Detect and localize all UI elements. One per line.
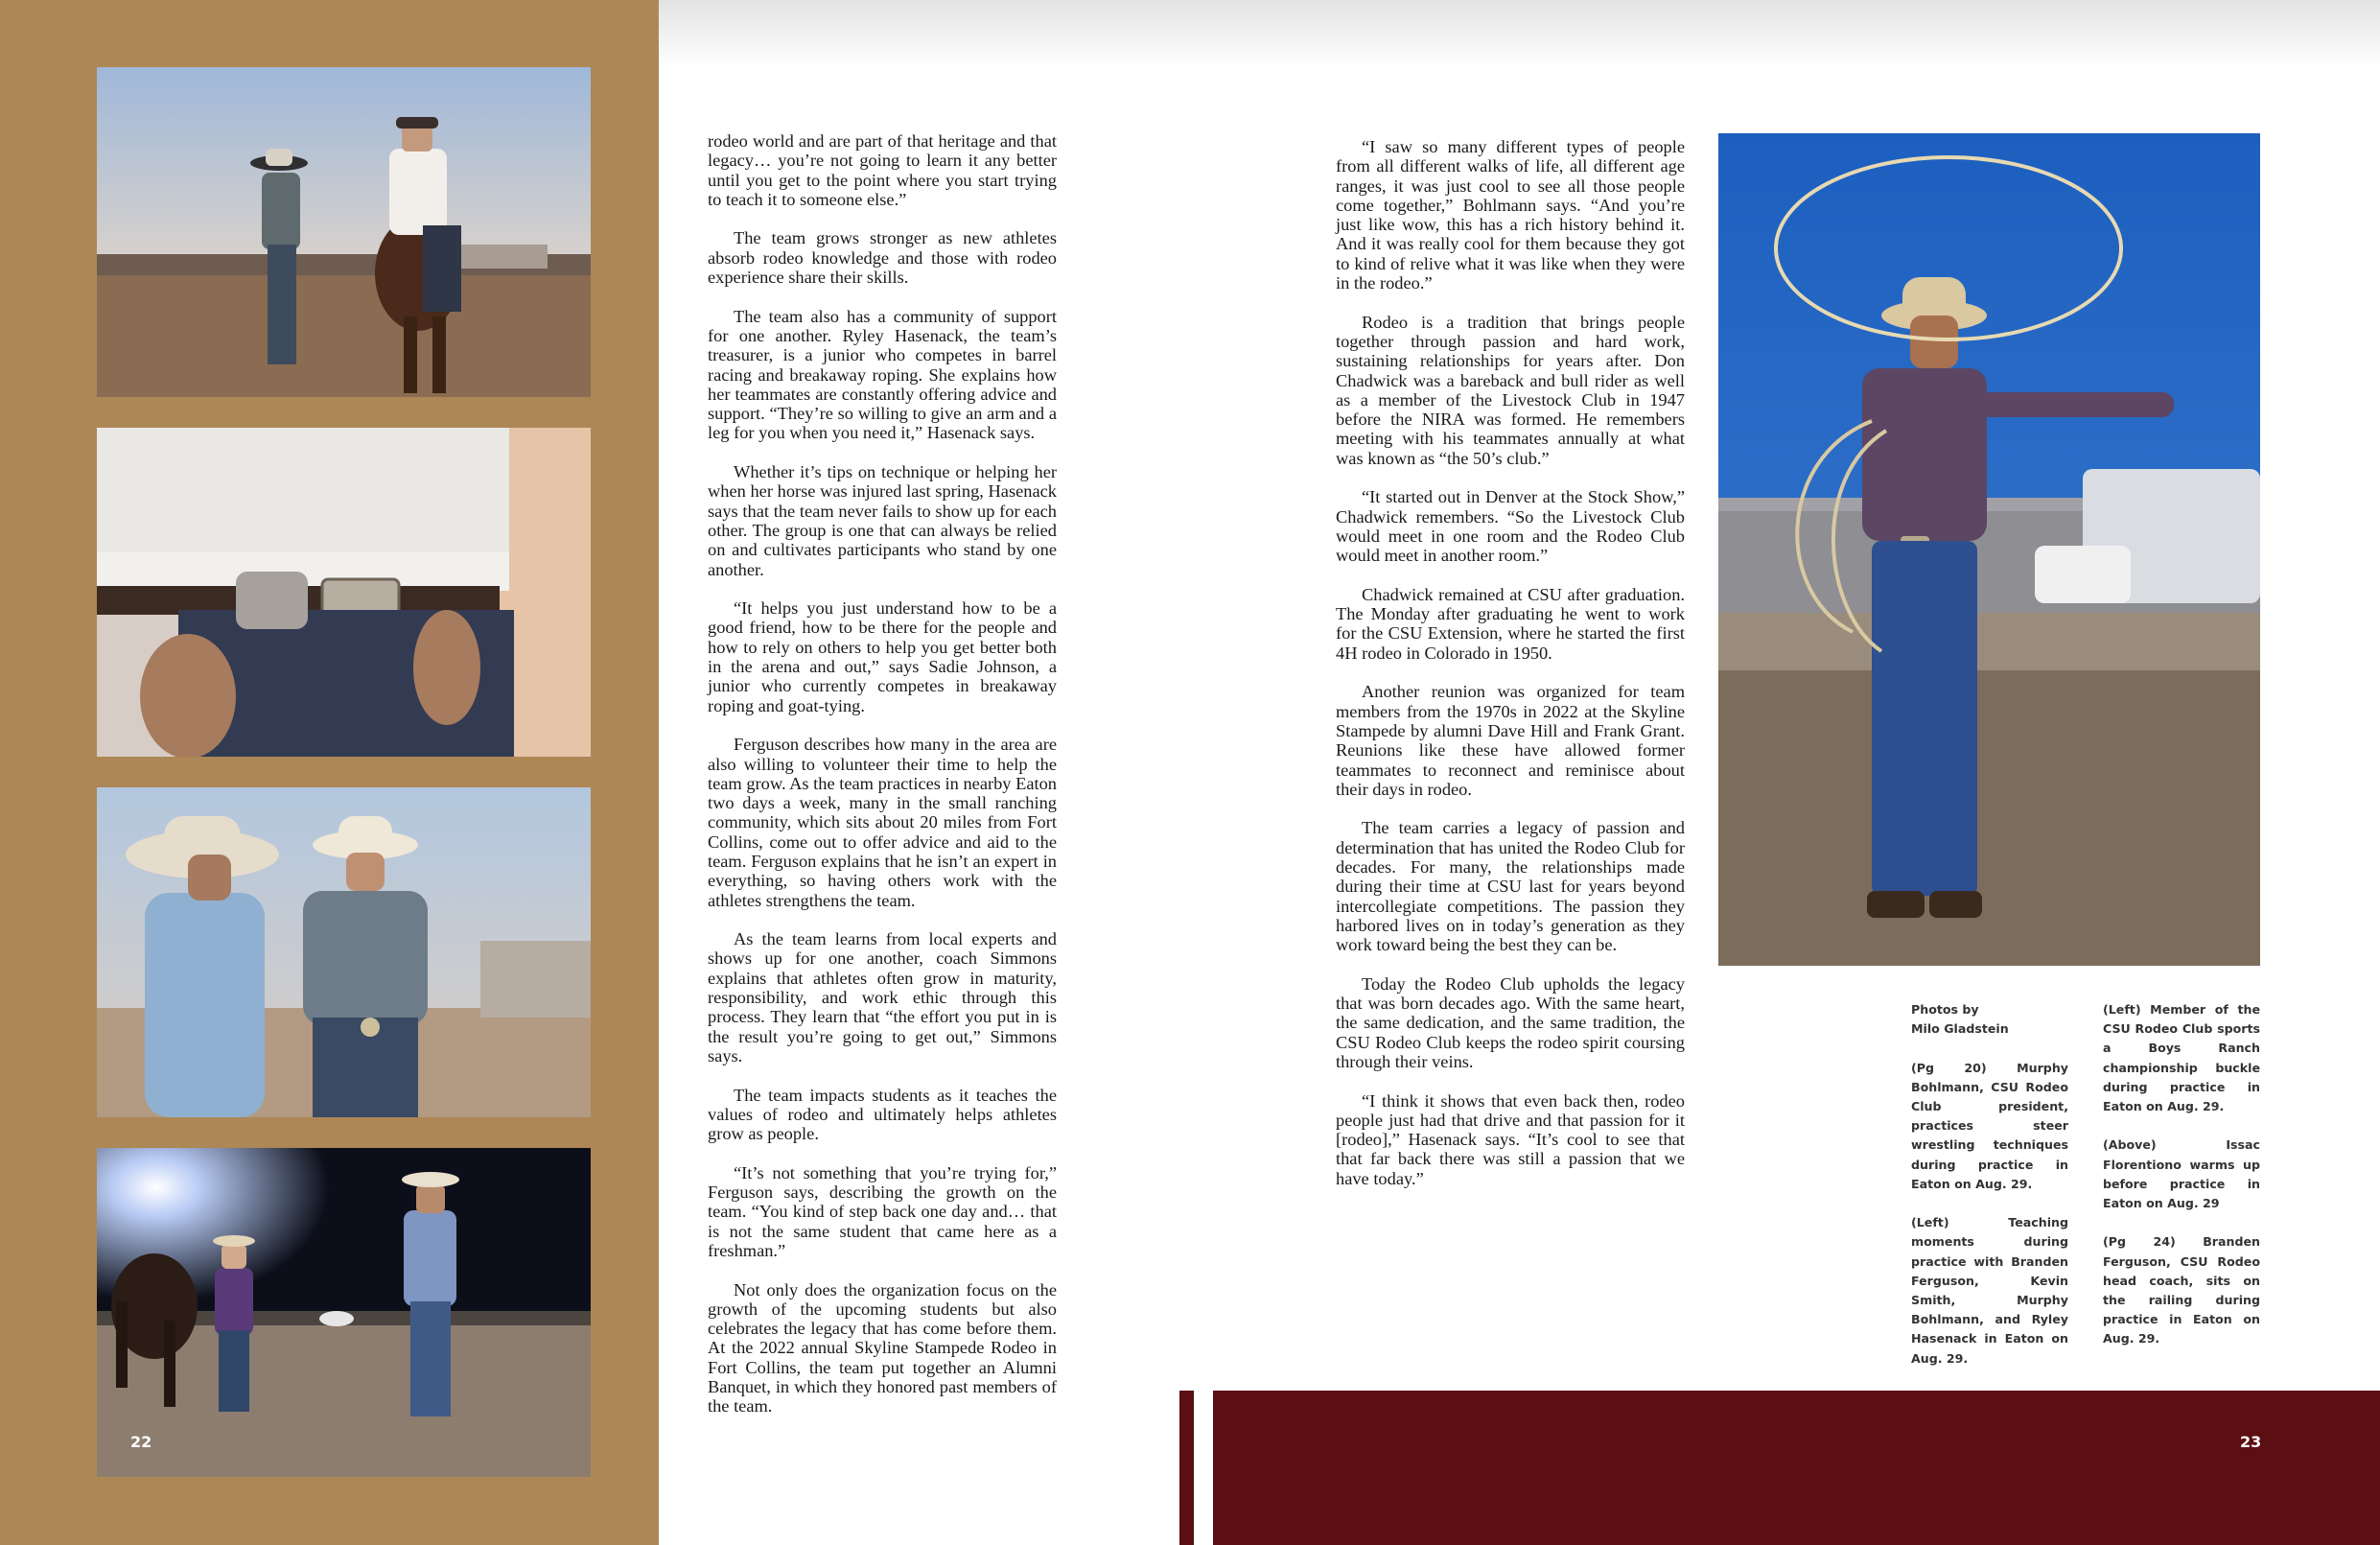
page-number-right: 23 (2240, 1433, 2262, 1451)
caption: (Left) Member of the CSU Rodeo Club sports a Boys Ranch championship buckle during practice in Eaton on Aug. 29. (2103, 1002, 2260, 1114)
two-cowboys-talking-photo (97, 787, 591, 1117)
paragraph: “I think it shows that even back then, rodeo people just had that drive and that passion for it [rodeo],” Hasenack says. “It’s cool to see that that far back there was still a passion that we have today.” (1336, 1090, 1685, 1188)
footer-bar (1213, 1391, 2380, 1545)
footer-stripe (1179, 1391, 1194, 1545)
caption: (Pg 24) Branden Ferguson, CSU Rodeo head coach, sits on the railing during practice in Eaton on Aug. 29. (2103, 1234, 2260, 1346)
page-number-left: 22 (130, 1433, 152, 1451)
article-column-right (1336, 137, 1685, 1207)
paragraph: “It helps you just understand how to be a good friend, how to be there for the people and how to rely on others to help you get better both in the arena and out,” says Sadie Johnson, a junior who currently competes in breakaway roping and goat-tying. (708, 598, 1057, 715)
night-practice-arena-photo (97, 1148, 591, 1477)
paragraph: As the team learns from local experts and shows up for one another, coach Simmons explains that athletes often grow in maturity, responsibility, and work ethic through this process. They learn that “the effort you put in is the result you’re going to get out,” Simmons says. (708, 929, 1057, 1065)
caption: (Pg 20) Murphy Bohlmann, CSU Rodeo Club president, practices steer wrestling techniques during practice in Eaton on Aug. 29. (1911, 1060, 2068, 1191)
paragraph: “It started out in Denver at the Stock Show,” Chadwick remembers. “So the Livestock Club would meet in one room and the Rodeo Club would meet in another room.” (1336, 487, 1685, 566)
paragraph: The team grows stronger as new athletes absorb rodeo knowledge and those with rodeo experience share their skills. (708, 228, 1057, 288)
photo-credit: Photos by Milo Gladstein (1911, 1002, 2009, 1037)
paragraph: rodeo world and are part of that heritage and that legacy… you’re not going to learn it any better until you get to the point where you start trying to teach it to someone else.” (708, 131, 1057, 209)
photo-captions-right (2103, 1000, 2260, 1369)
photo-captions-left (1911, 1000, 2068, 1388)
roper-swinging-lasso-photo (1718, 133, 2260, 966)
caption: (Left) Teaching moments during practice with Branden Ferguson, Kevin Smith, Murphy Bohlmann, and Ryley Hasenack in Eaton on Aug. 29. (1911, 1215, 2068, 1366)
paragraph: Ferguson describes how many in the area are also willing to volunteer their time to help the team grow. As the team practices in nearby Eaton two days a week, many in the small ranching community, which sits about 20 miles from Fort Collins, come out to offer advice and aid to the team. Ferguson explains that he isn’t an expert in everything, so having others work with the athletes strengthens the team. (708, 735, 1057, 910)
paragraph: Rodeo is a tradition that brings people together through passion and hard work, sustaining relationships for years after. Don Chadwick was a bareback and bull rider as well as a member of the Livestock Club in 1947 before the NIRA was formed. He remembers meeting with his teammates annually at what was known as “the 50’s club.” (1336, 312, 1685, 468)
paragraph: Whether it’s tips on technique or helping her when her horse was injured last spring, Hasenack says that the team never fails to show up for each other. The group is one that can always be relied on and cultivates participants who stand by one another. (708, 462, 1057, 579)
paragraph: The team carries a legacy of passion and determination that has united the Rodeo Club for decades. For many, the relationships made during their time at CSU last for years beyond intercollegiate competitions. The passion they harbored lives on in today’s generation as they work toward being the best they can be. (1336, 818, 1685, 955)
article-column-left (708, 131, 1057, 1436)
caption: (Above) Issac Florentiono warms up before practice in Eaton on Aug. 29 (2103, 1137, 2260, 1211)
paragraph: Not only does the organization focus on the growth of the upcoming students but also celebrates the legacy that has come before them. At the 2022 annual Skyline Stampede Rodeo in Fort Collins, the team put together an Alumni Banquet, in which they honored past members of the team. (708, 1279, 1057, 1416)
belt-buckle-closeup-photo (97, 428, 591, 757)
paragraph: The team impacts students as it teaches the values of rodeo and ultimately helps athletes grow as people. (708, 1085, 1057, 1144)
paragraph: Chadwick remained at CSU after graduation. The Monday after graduating he went to work for the CSU Extension, where he started the first 4H rodeo in Colorado in 1950. (1336, 584, 1685, 663)
paragraph: Today the Rodeo Club upholds the legacy that was born decades ago. With the same heart, the same dedication, and the same tradition, the CSU Rodeo Club keeps the rodeo spirit coursing through their veins. (1336, 973, 1685, 1071)
page-top-shadow (659, 0, 2380, 67)
paragraph: Another reunion was organized for team members from the 1970s in 2022 at the Skyline Stampede by alumni Dave Hill and Frank Grant. Reunions like these have allowed former teammates to reconnect and reminisce about their days in rodeo. (1336, 682, 1685, 799)
paragraph: “It’s not something that you’re trying for,” Ferguson says, describing the growth on the team. “You kind of step back one day and… that is not the same student that came here as a freshman.” (708, 1162, 1057, 1260)
paragraph: “I saw so many different types of people from all different walks of life, all different age ranges, it was just cool to see all those people come together,” Bohlmann says. “And you’re just like wow, this has a rich history behind it. And it was really cool for them because they got to kind of relive what it was like when they were in the rodeo.” (1336, 137, 1685, 293)
paragraph: The team also has a community of support for one another. Ryley Hasenack, the team’s treasurer, is a junior who competes in barrel racing and breakaway roping. She explains how her teammates are constantly offering advice and support. “They’re so willing to give an arm and a leg for you when you need it,” Hasenack says. (708, 306, 1057, 443)
coach-talking-to-rider-photo (97, 67, 591, 397)
